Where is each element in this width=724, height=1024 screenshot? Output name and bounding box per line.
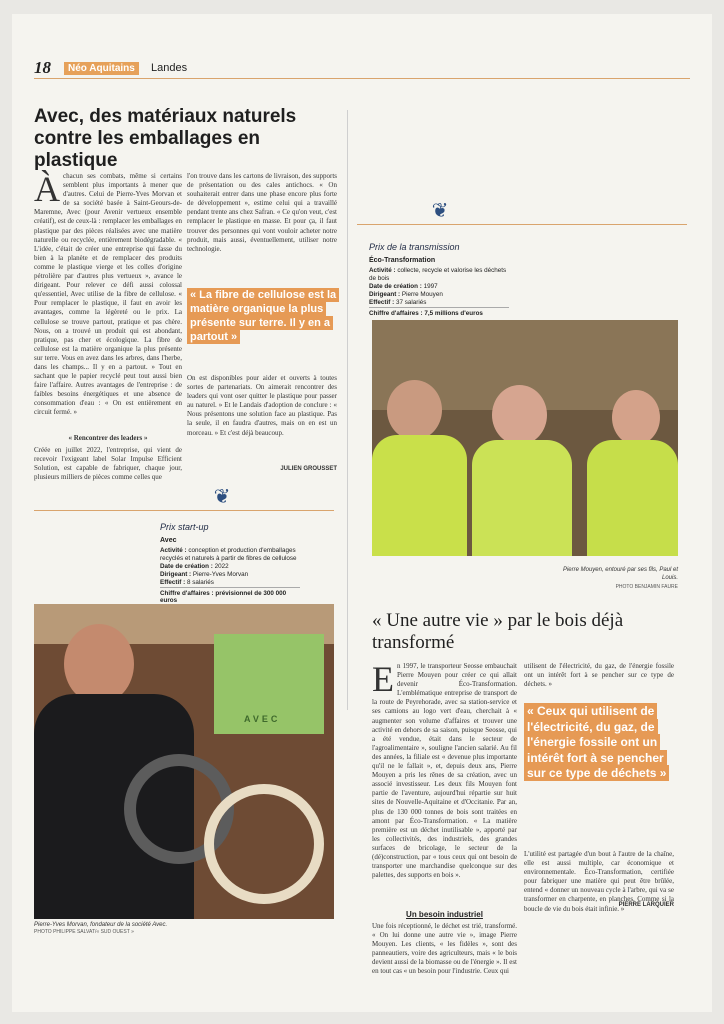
prize1-activity: conception et production d'emballages recyclés et naturels à partir de fibres de cellulose [160,547,297,562]
header-rule [34,78,690,79]
article1-body-col1: chacun ses combats, même si certains semblent plus importants à mener que d'autres. Celui de Pierre-Yves Morvan et de sa société basée à Saint-Geours-de-Maremne, Avec (pour Avenir vertueux ensemble créatif), est de ceux-là : remplacer les emballages en plastique par des pièces réalisées avec une matière naturelle ou recyclée, entièrement biodégradable. « L'idée, c'était de créer une entreprise qui fasse du bien à la planète et de remplacer des produits comme le plastique vierge et les colles d'origine pétrolière par d'autres plus vertueux », avance le dirigeant. Pour relever ce défi aussi colossal qu'essentiel, Avec utilise de la fibre de cellulose. « Pour remplacer le plastique, il faut en avoir les avantages, comme la légèreté ou le prix. La cellulose se trouve partout, pratique et pas chère. Nous, on a trouvé un produit qui est abondant, pratique, pas cher et écologique. La fibre de cellulose est la matière organique la plus présente sur terre. Vous en avez dans les arbres, dans l'herbe, dans les champs... Il y en a partout. » Tout en sachant que le papier recyclé peut tout aussi bien faire l'affaire. Autres avantages de l'entreprise : de faibles besoins énergétiques et une absence de consommation d'eau : « On est entièrement en circuit fermé. » [34,172,182,417]
article1-subhead: « Rencontrer des leaders » [68,434,148,442]
prize1-company: Avec [160,537,177,544]
article1-signature: JULIEN GROUSSET [280,466,337,472]
article2-dropcap: E [372,659,394,699]
article1-body-col2: l'on trouve dans les cartons de livraison, des supports de présentation ou des cales antichocs. « On souhaiterait entrer dans une phase encore plus forte de développement », estime celui qui a travaillé pendant trente ans chez Safran. « Ce qu'on veut, c'est remplacer le plastique en masse. Et pour ça, il faut trouver des personnes qui vont vouloir acheter notre produit, mais aussi, éventuellement, utiliser notre technologie. [187,172,337,253]
prize1-details: Activité : conception et production d'emballages recyclés et naturels à partir de fibres de cellulose Date de création : 2022 Dirigeant : Pierre-Yves Morvan Effectif : 8 salariés Chiffre d'affaires : prévisionnel de 300 000 euros [160,547,300,604]
article2-title: « Une autre vie » par le bois déjà transformé [372,610,624,653]
article1-title: Avec, des matériaux naturels contre les emballages en plastique [34,106,297,171]
prize1-date: 2022 [214,563,229,570]
prize1-ceo: Pierre-Yves Morvan [192,571,249,578]
article1-pullquote: « La fibre de cellulose est la matière organique la plus présente sur terre. Il y en a partout » [187,288,337,344]
article1-body-col2b: On est disponibles pour aider et ouverts à toutes sortes de partenariats. On aimerait rencontrer des leaders qui vont oser quitter le plastique pour passer au naturel. » Et le Landais d'adoption de conclure : « Nous présentons une solution face au plastique. Pas la seule, il en faudra d'autres, mais on en est un morceau. » Et c'est déjà beaucoup. [187,374,337,437]
prize2-photo [372,320,678,556]
subsection-label: Landes [151,62,188,74]
prize2-ceo: Pierre Mouyen [401,291,443,298]
prize2-details: Activité : collecte, recycle et valorise les déchets de bois Date de création : 1997 Dirigeant : Pierre Mouyen Effectif : 37 salariés Chiffre d'affaires : 7,5 millions d'euros [369,267,509,317]
prize2-staff: 37 salariés [395,299,427,306]
prize1-credit: PHOTO PHILIPPE SALVAT/« SUD OUEST » [34,929,134,935]
prize1-photo [34,604,334,919]
prize1-staff: 8 salariés [186,579,214,586]
laurel-icon: ❦ [431,198,449,222]
article2-body-col2: utilisent de l'électricité, du gaz, de l'énergie fossile ont un intérêt fort à se pencher sur ce type de déchets. » [524,662,674,689]
article1-column1 [34,169,182,417]
article2-column1 [372,659,517,902]
article1-dropcap: À [34,169,60,209]
prize2-rule [357,224,687,225]
article1-body-col1b: Créée en juillet 2022, l'entreprise, qui vient de recevoir l'exigeant label Solar Impulse Efficient Solution, est capable de fabriquer, chaque jour, plusieurs milliers de pièces comme celles que [34,446,182,482]
article2-body-col1: n 1997, le transporteur Seosse embauchait Pierre Mouyen pour créer ce qui allait devenir Éco-Transformation. L'emblématique entreprise de transport de la route de Peyrehorade, avec sa station-service et ses camions au logo vert d'eau, cherchait à « augmenter son volume d'affaires et trouver une activité en dehors de sa saison, puisque Seosse, qui a été vendue, était dans le secteur de l'agroalimentaire », souligne l'ancien salarié. Au fil des années, la filiale est « devenue plus importante qu'il ne le fallait », et, depuis deux ans, Pierre Mouyen a pris les rênes de sa création, avec un associé investisseur. Les deux fils Mouyen font partie de l'aventure, aujourd'hui répartie sur huit sites de Nouvelle-Aquitaine et d'Occitanie. Par an, plus de 130 000 tonnes de bois sont traitées en amont par Éco-Transformation. « La matière première est un déchet inutilisable », apporté par les collectivités, des industriels, des grandes surfaces de bricolage, le secteur de la (dé)construction, par « tous ceux qui ont besoin de transporter une marchandise quelconque sur des palettes, des supports en bois ». [372,662,517,880]
prize2-date: 1997 [423,283,438,290]
article2-subhead: Un besoin industriel [406,910,483,919]
laurel-icon: ❦ [213,484,231,508]
article2-signature: PIERRE LARQUIER [618,902,674,908]
prize1-label: Prix start-up [160,522,209,532]
article2-body-col2b: L'utilité est partagée d'un bout à l'autre de la chaîne, elle est aussi multiple, car économique et environnementale. Éco-Transformation, certifiée pour fabriquer une matière qui peut être brûlée, entend « donner un nouveau cycle à l'arbre, qui va se transformer en charpente, en planches. Comme si la boucle de vie du bois était infinie. » [524,850,674,913]
article2-body-col1b: Une fois réceptionné, le déchet est trié, transformé. « On lui donne une autre vie », image Pierre Mouyen. Les clients, « les fidèles », sont des panneautiers, voire des agriculteurs, mais « le bois devient aussi de la biomasse ou de l'énergie ». Il est en tout cas « un besoin pour l'industrie. Ceux qui [372,922,517,976]
prize2-caption: Pierre Mouyen, entouré par ses fils, Paul et Louis. [562,567,678,581]
prize2-label: Prix de la transmission [369,242,460,252]
avec-sign: AVEC [214,634,324,734]
prize2-revenue: 7,5 millions d'euros [424,310,483,317]
section-badge: Néo Aquitains [64,62,139,75]
article2-pullquote: « Ceux qui utilisent de l'électricité, du gaz, de l'énergie fossile ont un intérêt fort à se pencher sur ce type de déchets » [524,704,674,782]
newspaper-page [12,14,712,1012]
prize1-rule [34,510,334,511]
prize2-credit: PHOTO BENJAMIN FAURE [615,584,678,590]
column-divider [347,110,348,710]
prize2-activity: collecte, recycle et valorise les déchets de bois [369,267,507,282]
prize2-company: Éco-Transformation [369,257,436,264]
prize1-revenue: prévisionnel de 300 000 euros [160,590,287,604]
prize1-caption: Pierre-Yves Morvan, fondateur de la société Avec. [34,922,168,928]
page-number: 18 [34,58,51,77]
